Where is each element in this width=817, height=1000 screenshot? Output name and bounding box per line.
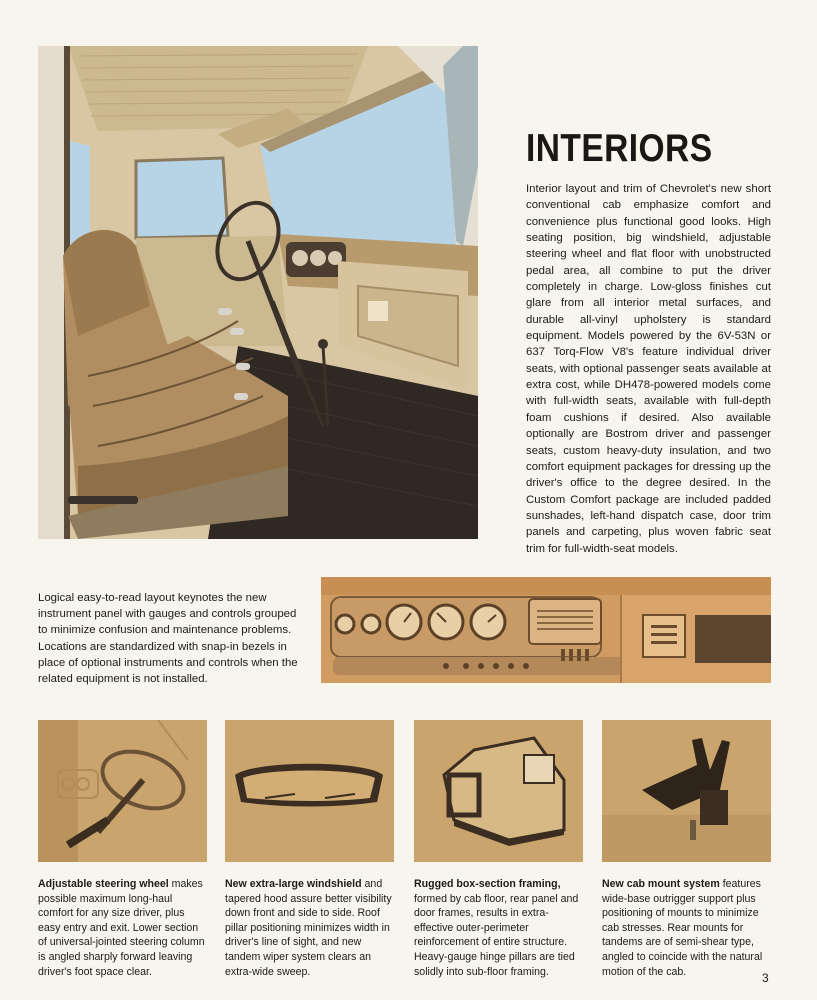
feature-heading: Rugged box-section framing, bbox=[414, 878, 561, 890]
feature-heading: New extra-large windshield bbox=[225, 878, 362, 890]
windshield-photo bbox=[225, 720, 394, 862]
feature-body: makes possible maximum long-haul comfort for any size driver, plus easy entry and exit. Lower section of universal-jointed steering column is angled sharply forward leaving driver's foot space clear. bbox=[38, 878, 205, 978]
page-number: 3 bbox=[762, 971, 769, 985]
feature-caption bbox=[225, 877, 395, 979]
feature-heading: New cab mount system bbox=[602, 878, 720, 890]
feature-body: and tapered hood assure better visibility down front and side to side. Roof pillar positioning minimizes width in driver's line of sight, and new tandem wiper system clears an extra-wide sweep. bbox=[225, 878, 392, 978]
feature-caption bbox=[414, 877, 584, 979]
cab-interior-photo bbox=[38, 46, 478, 539]
page-title: INTERIORS bbox=[526, 127, 713, 170]
feature-heading: Adjustable steering wheel bbox=[38, 878, 169, 890]
feature-caption bbox=[602, 877, 772, 979]
steering-wheel-photo bbox=[38, 720, 207, 862]
feature-body: features wide-base outrigger support plus positioning of mounts to minimize cab stresses. Rear mounts for tandems are of semi-shear type, angled to coincide with the natural motion of the cab. bbox=[602, 878, 763, 978]
cab-mount-photo bbox=[602, 720, 771, 862]
instrument-panel-caption: Logical easy-to-read layout keynotes the new instrument panel with gauges and controls grouped to minimize confusion and maintenance problems. Locations are standardized with snap-in bezels in place of optional instruments and controls when the related equipment is not installed. bbox=[38, 592, 298, 686]
box-section-framing-photo bbox=[414, 720, 583, 862]
instrument-panel-photo bbox=[321, 577, 771, 683]
feature-caption bbox=[38, 877, 208, 979]
intro-paragraph: Interior layout and trim of Chevrolet's new short conventional cab emphasize comfort and convenience plus functional good looks. High seating position, big windshield, adjustable steering wheel and flat floor with unobstructed pedal area, all combine to put the driver completely in charge. Low-gloss finishes cut glare from all interior metal surfaces, and durable all-vinyl upholstery is standard equipment. Models powered by the 6V-53N or 637 Torq-Flow V8's feature individual driver seats, with optional passenger seats available at extra cost, while DH478-powered models come with full-width seats, available with full-depth foam cushions if desired. Also available optionally are Bostrom driver and passenger seats, custom heavy-duty insulation, and two comfort equipment packages for dressing up the driver's office to the degree desired. In the Custom Comfort package are included padded sunshades, left-hand dispatch case, door trim panels and carpeting, plus woven fabric seat trim for full-width-seat models. bbox=[526, 183, 771, 555]
feature-body: formed by cab floor, rear panel and door frames, results in extra-effective outer-perimeter reinforcement of entire structure. Heavy-gauge hinge pillars are tied solidly into sub-floor framing. bbox=[414, 892, 579, 978]
